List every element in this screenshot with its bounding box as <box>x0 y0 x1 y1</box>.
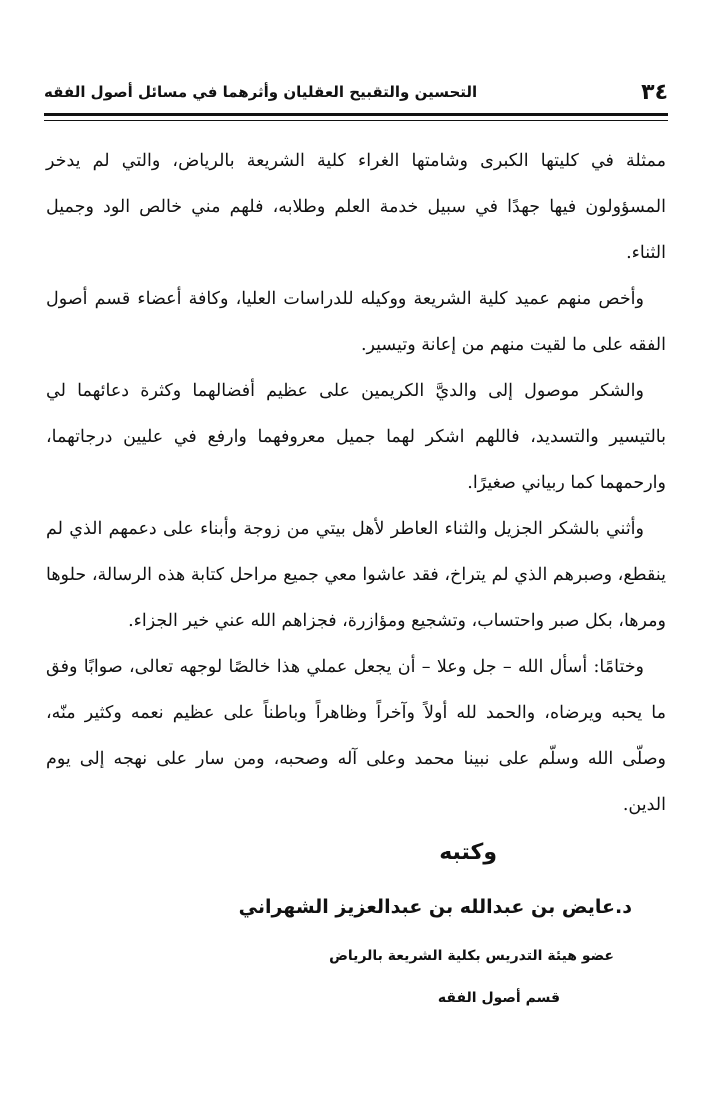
signature-wrote: وكتبه <box>439 840 497 865</box>
paragraph-1: ممثلة في كليتها الكبرى وشامتها الغراء كلية الشريعة بالرياض، والتي لم يدخر المسؤولون فيها جهدًا في سبيل خدمة العلم وطلابه، فلهم مني خالص الود وجميل الثناء. <box>46 151 666 263</box>
paragraph-5: وختامًا: أسأل الله – جل وعلا – أن يجعل عملي هذا خالصًا لوجهه تعالى، صوابًا وفق ما يحبه ويرضاه، والحمد لله أولاً وآخراً وظاهراً وباطناً على عظيم نعمه وكثير منّه، وصلّى الله وسلّم على نبينا محمد وعلى آله وصحبه، ومن سار على نهجه إلى يوم الدين. <box>46 657 666 815</box>
header-rule-thick <box>44 113 668 116</box>
page-number: ٣٤ <box>641 79 668 105</box>
paragraph-3: والشكر موصول إلى والديَّ الكريمين على عظيم أفضالهما وكثرة دعائهما لي بالتيسير والتسديد، فاللهم اشكر لهما جميل معروفهما وارفع في عليين درجاتهما، وارحمهما كما ربياني صغيرًا. <box>46 381 666 493</box>
paragraph-4: وأثني بالشكر الجزيل والثناء العاطر لأهل بيتي من زوجة وأبناء على دعمهم الذي لم ينقطع، وصبرهم الذي لم يتراخ، فقد عاشوا معي جميع مراحل كتابة هذه الرسالة، حلوها ومرها، بكل صبر واحتساب، وتشجيع ومؤازرة، فجزاهم الله عني خير الجزاء. <box>46 519 666 631</box>
paragraph-2: وأخص منهم عميد كلية الشريعة ووكيله للدراسات العليا، وكافة أعضاء قسم أصول الفقه على ما لقيت منهم من إعانة وتيسير. <box>46 289 666 355</box>
author-role: عضو هيئة التدريس بكلية الشريعة بالرياض <box>329 948 614 964</box>
running-header <box>44 74 668 110</box>
running-header-title: التحسين والتقبيح العقليان وأثرهما في مسائل أصول الفقه <box>44 83 478 101</box>
body-text <box>46 138 666 828</box>
header-rule-thin <box>44 120 668 121</box>
author-department: قسم أصول الفقه <box>437 990 560 1006</box>
author-name: د.عايض بن عبدالله بن عبدالعزيز الشهراني <box>238 896 632 918</box>
